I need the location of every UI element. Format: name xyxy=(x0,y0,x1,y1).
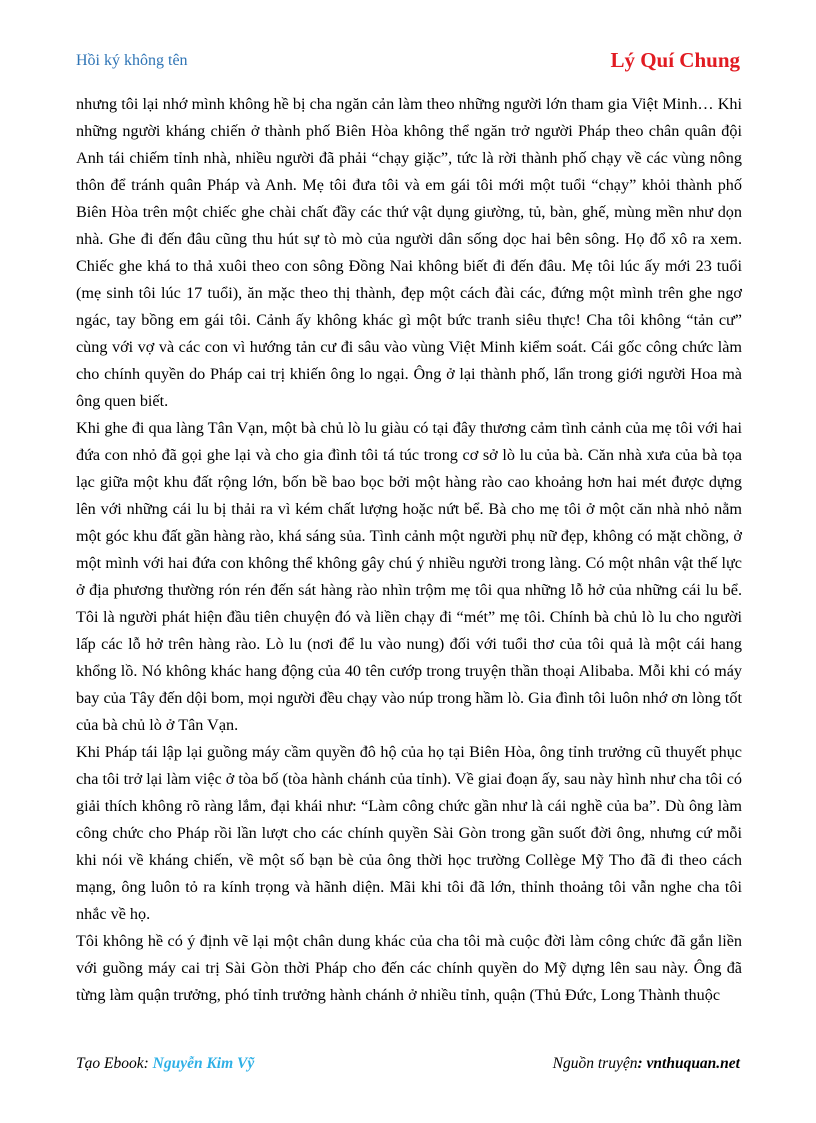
source-site: vnthuquan.net xyxy=(646,1055,740,1072)
ebook-credit: Tạo Ebook: Nguyễn Kim Vỹ xyxy=(76,1055,255,1072)
book-title: Hồi ký không tên xyxy=(76,52,188,69)
ebook-creator: Nguyễn Kim Vỹ xyxy=(152,1055,255,1072)
paragraph: Khi ghe đi qua làng Tân Vạn, một bà chủ lò lu giàu có tại đây thương cảm tình cảnh của mẹ tôi với hai đứa con nhỏ đã gọi ghe lại và cho gia đình tôi tá túc trong cơ sở lò lu của bà. Căn nhà xưa của bà tọa lạc giữa một khu đất rộng lớn, bốn bề bao bọc bởi một hàng rào cao khoảng hơn hai mét được dựng lên với những cái lu bị thải ra vì kém chất lượng hoặc nứt bể. Bà cho mẹ tôi ở một căn nhà nhỏ nằm một góc khu đất gần hàng rào, khá sáng sủa. Tình cảnh một người phụ nữ đẹp, không có mặt chồng, ở một mình với hai đứa con không thể không gây chú ý nhiều người trong làng. Có một nhân vật thế lực ở địa phương thường rón rén đến sát hàng rào nhìn trộm mẹ tôi qua những lỗ hở của những cái lu bể. Tôi là người phát hiện đầu tiên chuyện đó và liền chạy đi “mét” mẹ tôi. Chính bà chủ lò lu cho người lấp các lỗ hở trên hàng rào. Lò lu (nơi để lu vào nung) đối với tuổi thơ của tôi quả là một cái hang khổng lồ. Nó không khác hang động của 40 tên cướp trong truyện thần thoại Alibaba. Mỗi khi có máy bay của Tây đến dội bom, mọi người đều chạy vào núp trong hầm lò. Gia đình tôi luôn nhớ ơn lòng tốt của bà chủ lò ở Tân Vạn. xyxy=(76,419,742,734)
document-body xyxy=(76,91,742,1009)
paragraph: nhưng tôi lại nhớ mình không hề bị cha ngăn cản làm theo những người lớn tham gia Việt Minh… Khi những người kháng chiến ở thành phố Biên Hòa không thể ngăn trở người Pháp theo chân quân đội Anh tái chiếm tỉnh nhà, nhiều người đã phải “chạy giặc”, tức là rời thành phố chạy về các vùng nông thôn để tránh quân Pháp và Anh. Mẹ tôi đưa tôi và em gái tôi mới một tuổi “chạy” khỏi thành phố Biên Hòa trên một chiếc ghe chài chất đầy các thứ vật dụng giường, tủ, bàn, ghế, mùng mền như dọn nhà. Ghe đi đến đâu cũng thu hút sự tò mò của người dân sống dọc hai bên sông. Họ đổ xô ra xem. Chiếc ghe khá to thả xuôi theo con sông Đồng Nai không biết đi đến đâu. Mẹ tôi lúc ấy mới 23 tuổi (mẹ sinh tôi lúc 17 tuổi), ăn mặc theo thị thành, đẹp một cách đài các, đứng một mình trên ghe ngơ ngác, tay bồng em gái tôi. Cảnh ấy không khác gì một bức tranh siêu thực! Cha tôi không “tản cư” cùng với vợ và các con vì hướng tản cư đi sâu vào vùng Việt Minh kiểm soát. Cái gốc công chức làm cho chính quyền do Pháp cai trị khiến ông lo ngại. Ông ở lại thành phố, lẩn trong giới người Hoa mà ông quen biết. xyxy=(76,95,742,410)
source-credit: Nguồn truyện: vnthuquan.net xyxy=(552,1055,740,1072)
ebook-label: Tạo Ebook xyxy=(76,1055,144,1072)
author-name: Lý Quí Chung xyxy=(610,48,740,72)
source-label: Nguồn truyện xyxy=(552,1055,638,1072)
paragraph: Khi Pháp tái lập lại guồng máy cầm quyền đô hộ của họ tại Biên Hòa, ông tỉnh trưởng cũ thuyết phục cha tôi trở lại làm việc ở tòa bố (tòa hành chánh của tỉnh). Về giai đoạn ấy, sau này hình như cha tôi có giải thích không rõ ràng lắm, đại khái như: “Làm công chức gần như là cái nghề của ba”. Dù ông làm công chức cho Pháp rồi lần lượt cho các chính quyền Sài Gòn trong gần suốt đời ông, nhưng cứ mỗi khi nói về kháng chiến, về một số bạn bè của ông thời học trường Collège Mỹ Tho đã đi theo cách mạng, ông luôn tỏ ra kính trọng và hãnh diện. Mãi khi tôi đã lớn, thỉnh thoảng tôi vẫn nghe cha tôi nhắc về họ. xyxy=(76,743,742,923)
paragraph: Tôi không hề có ý định vẽ lại một chân dung khác của cha tôi mà cuộc đời làm công chức đã gắn liền với guồng máy cai trị Sài Gòn thời Pháp cho đến các chính quyền do Mỹ dựng lên sau này. Ông đã từng làm quận trưởng, phó tỉnh trưởng hành chánh ở nhiều tỉnh, quận (Thủ Đức, Long Thành thuộc xyxy=(76,932,742,1004)
